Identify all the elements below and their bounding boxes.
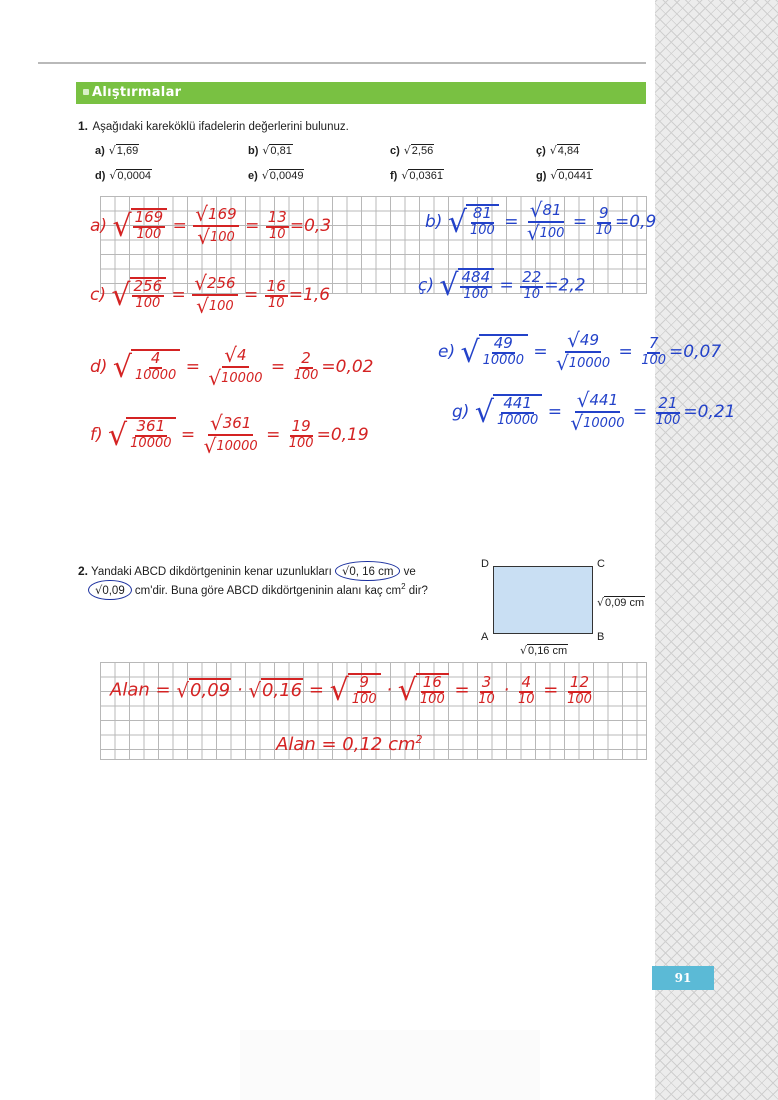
vertex-b: B [597,631,605,643]
vertex-c: C [597,558,605,570]
q2-line-1 [78,561,478,581]
solution-b: b) √ $\frac{81}{100}$ = $\frac{√81}{√100}$ = $\frac{9}{10}$ =0,9 [425,198,657,245]
q1-item-f: f) √0,0361 [390,169,443,182]
side1-circled: √0, 16 cm [335,561,400,581]
q1-item-a: a) √1,69 [95,144,139,157]
solution-c: c) √ $\frac{256}{100}$ = $\frac{√256}{√100}$ = $\frac{16}{10}$ =1,6 [90,271,331,318]
solution-e: e) √ $\frac{49}{10000}$ = $\frac{√49}{√10000}$ = $\frac{7}{100}$ =0,07 [438,328,722,375]
q1-number: 1. [78,119,89,133]
bottom-blank [240,1030,540,1100]
side-label-bottom: √0,16 cm [520,644,568,657]
solution-a: a) √ $\frac{169}{100}$ = $\frac{√169}{√100}$ = $\frac{13}{10}$ =0,3 [90,202,332,249]
q2-text-c: cm'dir. Buna göre ABCD dikdörtgeninin alanı kaç cm [134,585,402,597]
section-banner [76,82,646,104]
q1-item-g: g) √0,0441 [536,169,593,182]
page-number: 91 [652,966,714,990]
q2-final-answer: Alan = 0,12 $cm^2$ [276,733,423,755]
rectangle-abcd [493,566,593,634]
q1-item-d: d) √0,0004 [95,169,152,182]
vertex-d: D [481,558,489,570]
q1-item-cc: ç) √4,84 [536,144,580,157]
side2-circled: √0,09 [88,580,132,600]
vertex-a: A [481,631,489,643]
solution-d: d) √ $\frac{4}{10000}$ = $\frac{√4}{√10000}$ = $\frac{2}{100}$ =0,02 [90,343,374,390]
q2-text-a: Yandaki ABCD dikdörtgeninin kenar uzunlukları [91,566,332,578]
solution-cc: ç) √ $\frac{484}{100}$ = $\frac{22}{10}$ =2,2 [418,268,586,304]
q2-text-d: dir? [408,585,428,597]
q1-item-b: b) √0,81 [248,144,292,157]
side-lattice-decoration [655,0,778,1100]
header-rule [38,62,646,64]
q1-item-e: e) √0,0049 [248,169,304,182]
q2-number: 2. [78,564,89,578]
q1-item-c: c) √2,56 [390,144,434,157]
q2-line-2: √0,09 cm'dir. Buna göre ABCD dikdörtgeninin alanı kaç $cm^2$ dir? [88,580,428,600]
q1-text: Aşağıdaki kareköklü ifadelerin değerlerini bulunuz. [92,121,349,133]
banner-bullet-icon [83,89,89,95]
solution-f: f) √ $\frac{361}{10000}$ = $\frac{√361}{√10000}$ = $\frac{19}{100}$ =0,19 [90,411,369,458]
solution-g: g) √ $\frac{441}{10000}$ = $\frac{√441}{√10000}$ = $\frac{21}{100}$ =0,21 [452,388,736,435]
side-label-right: √0,09 cm [597,596,645,609]
q2-work-line: Alan = √0,09 · √0,16 = √ $\frac{9}{100}$ · √ $\frac{16}{100}$ = $\frac{3}{10}$ · $\frac{4}{10}$ = $\frac{12}{100}$ [110,673,592,709]
q2-text-b: ve [403,566,416,578]
section-title: Alıştırmalar [92,85,182,100]
q1-header [78,117,349,135]
